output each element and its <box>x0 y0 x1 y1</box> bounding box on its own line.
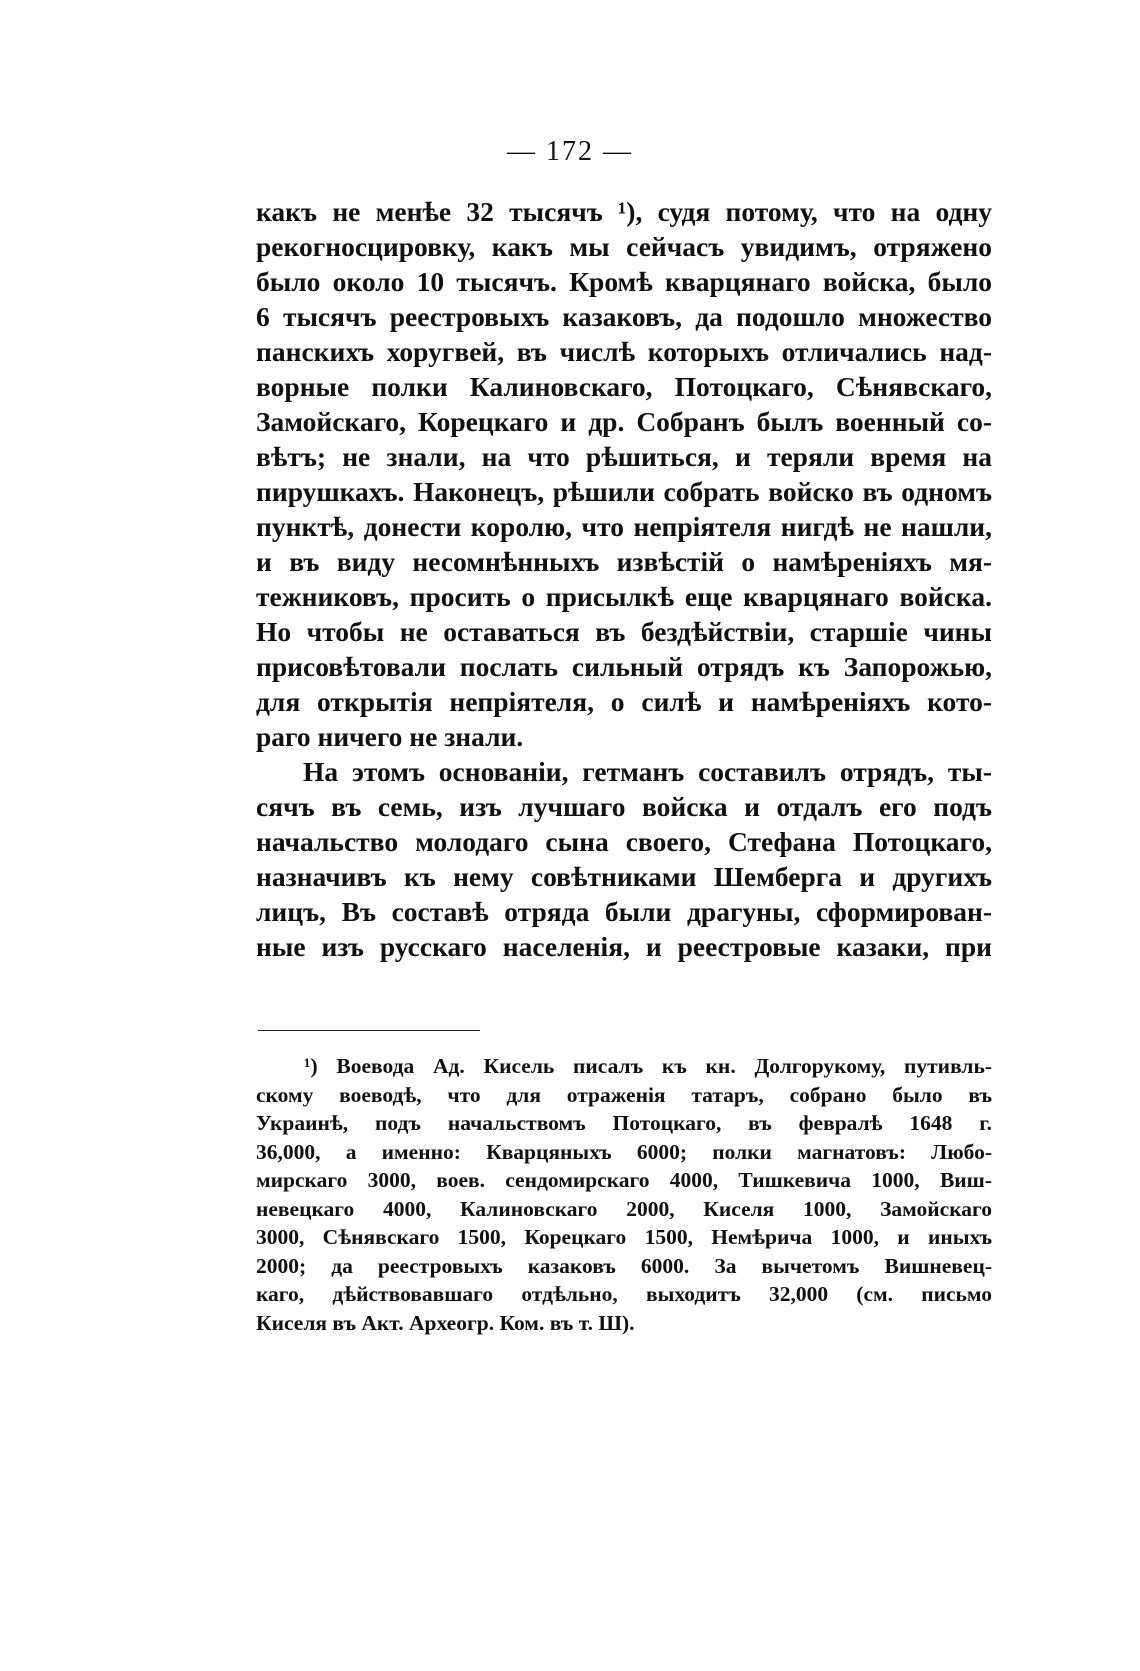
footnote-line: Украинѣ, подъ начальствомъ Потоцкаго, въ февралѣ 1648 г. <box>256 1111 992 1135</box>
body-line: присовѣтовали послать сильный отрядъ къ Запорожью, <box>256 651 992 682</box>
body-line: какъ не менѣе 32 тысячъ ¹), судя потому, что на одну <box>256 196 992 227</box>
body-line: лицъ, Въ составѣ отряда были драгуны, сформирован- <box>256 896 992 927</box>
body-line: и въ виду несомнѣнныхъ извѣстій о намѣреніяхъ мя- <box>256 546 992 577</box>
body-line: тежниковъ, просить о присылкѣ еще кварцянаго войска. <box>256 581 992 612</box>
body-line: ные изъ русскаго населенія, и реестровые казаки, при <box>256 931 992 962</box>
body-line: назначивъ къ нему совѣтниками Шемберга и другихъ <box>256 861 992 892</box>
body-line: пунктѣ, донести королю, что непріятеля нигдѣ не нашли, <box>256 511 992 542</box>
body-line: рекогносцировку, какъ мы сейчасъ увидимъ, отряжено <box>256 231 992 262</box>
body-line: было около 10 тысячъ. Кромѣ кварцянаго войска, было <box>256 266 992 297</box>
body-line: Замойскаго, Корецкаго и др. Собранъ былъ военный со- <box>256 406 992 437</box>
body-line: раго ничего не знали. <box>256 721 524 752</box>
footnote-separator <box>258 1030 480 1031</box>
footnote-line: скому воеводѣ, что для отраженія татаръ, собрано было въ <box>256 1082 992 1107</box>
footnote-line: 3000, Сѣнявскаго 1500, Корецкаго 1500, Немѣрича 1000, и иныхъ <box>256 1225 992 1249</box>
footnote-line: ¹) Воевода Ад. Кисель писалъ къ кн. Долгорукому, путивль- <box>304 1054 992 1078</box>
body-line: начальство молодаго сына своего, Стефана Потоцкаго, <box>256 826 992 857</box>
footnote-line: каго, дѣйствовавшаго отдѣльно, выходитъ 32,000 (см. письмо <box>256 1282 992 1306</box>
body-line: панскихъ хоругвей, въ числѣ которыхъ отличались над- <box>256 336 992 367</box>
footnote-line: 36,000, а именно: Кварцяныхъ 6000; полки магнатовъ: Любо- <box>256 1139 992 1164</box>
body-line: На этомъ основаніи, гетманъ составилъ отрядъ, ты- <box>303 756 992 787</box>
footnote-line: мирскаго 3000, воев. сендомирскаго 4000, Тишкевича 1000, Виш- <box>256 1168 992 1192</box>
body-line: вѣтъ; не знали, на что рѣшиться, и теряли время на <box>256 441 992 472</box>
body-line: ворные полки Калиновскаго, Потоцкаго, Сѣнявскаго, <box>256 371 992 402</box>
footnote-line: 2000; да реестровыхъ казаковъ 6000. За вычетомъ Вишневец- <box>256 1253 992 1278</box>
page-number: — 172 — <box>507 136 633 167</box>
body-line: для открытія непріятеля, о силѣ и намѣреніяхъ кото- <box>256 686 992 717</box>
footnote-line: Киселя въ Акт. Археогр. Ком. въ т. Ш). <box>256 1310 635 1335</box>
footnote <box>256 1052 992 1337</box>
body-line: Но чтобы не оставаться въ бездѣйствіи, старшіе чины <box>256 616 992 647</box>
footnote-line: невецкаго 4000, Калиновскаго 2000, Киселя 1000, Замойскаго <box>256 1196 992 1221</box>
body-line: 6 тысячъ реестровыхъ казаковъ, да подошло множество <box>256 301 992 332</box>
body-text <box>256 194 992 964</box>
body-line: пирушкахъ. Наконецъ, рѣшили собрать войско въ одномъ <box>256 476 992 507</box>
body-line: сячъ въ семь, изъ лучшаго войска и отдалъ его подъ <box>256 791 992 822</box>
